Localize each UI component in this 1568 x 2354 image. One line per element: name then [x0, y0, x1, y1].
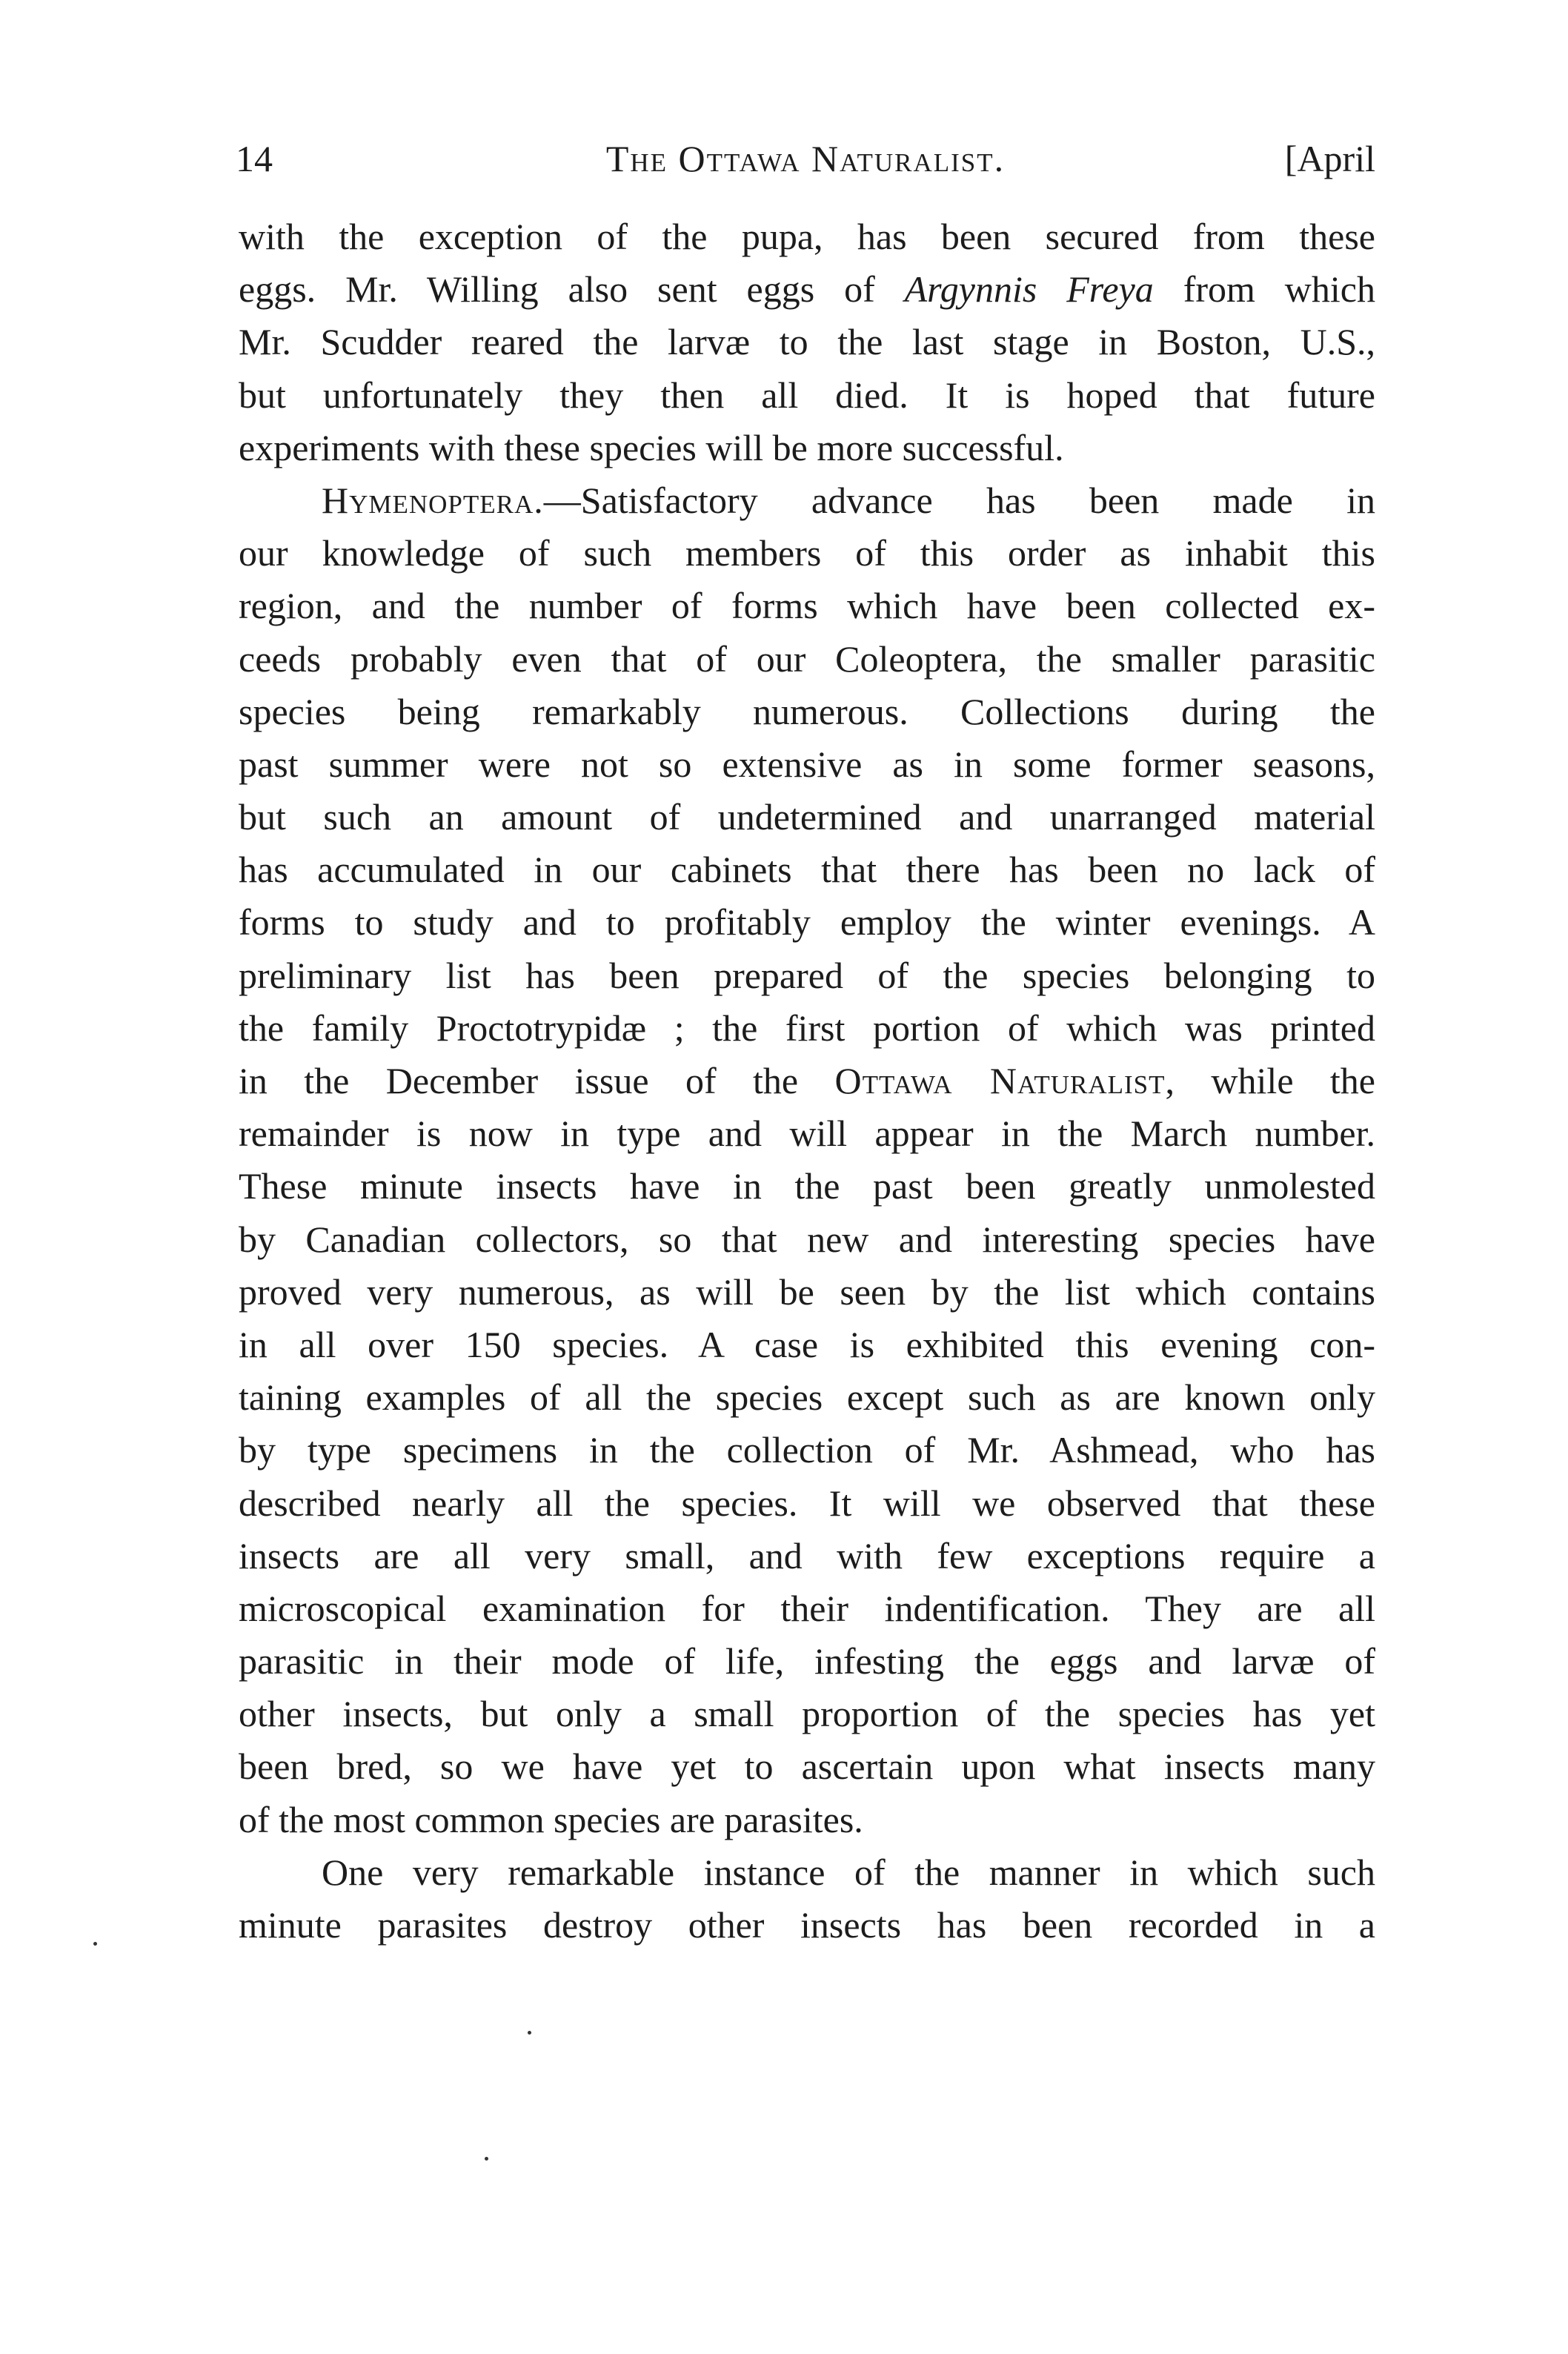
text-line: species being remarkably numerous. Collections during the [239, 690, 1375, 732]
body-text [239, 210, 1375, 1952]
text-line: in all over 150 species. A case is exhibited this evening con- [239, 1323, 1375, 1365]
journal-name: Ottawa Naturalist [834, 1060, 1166, 1101]
text-line: parasitic in their mode of life, infesting the eggs and larvæ of [239, 1640, 1375, 1682]
text-line: of the most common species are parasites. [239, 1798, 863, 1840]
text-line: One very remarkable instance of the manner in which such [322, 1851, 1375, 1893]
text-line: other insects, but only a small proportion of the species has yet [239, 1693, 1375, 1735]
text-line [239, 474, 1375, 527]
text-line: by Canadian collectors, so that new and interesting species have [239, 1218, 1375, 1260]
text-line: remainder is now in type and will appear in the March number. [239, 1113, 1375, 1155]
text-line: region, and the number of forms which have been collected ex- [239, 585, 1375, 627]
text-line: past summer were not so extensive as in some former seasons, [239, 743, 1375, 785]
line-text: eggs. Mr. Willing also sent eggs of [239, 268, 905, 311]
text-line: These minute insects have in the past been greatly unmolested [239, 1165, 1375, 1207]
text-line [239, 263, 1375, 316]
text-line: proved very numerous, as will be seen by the list which contains [239, 1270, 1375, 1313]
text-line: ceeds probably even that of our Coleoptera, the smaller parasitic [239, 637, 1375, 680]
text-line: has accumulated in our cabinets that there has been no lack of [239, 849, 1375, 891]
stray-dot [93, 1942, 97, 1946]
section-heading: Hymenoptera. [322, 479, 544, 521]
running-head [236, 129, 1375, 188]
text-line: by type specimens in the collection of Mr. Ashmead, who has [239, 1429, 1375, 1471]
line-text: —Satisfactory advance has been made in [543, 479, 1375, 521]
text-line [239, 1055, 1375, 1107]
line-text: from which [1153, 268, 1375, 311]
line-text: , while the [1165, 1060, 1375, 1101]
text-line: the family Proctotrypidæ ; the first portion of which was printed [239, 1007, 1375, 1049]
text-line: forms to study and to profitably employ the winter evenings. A [239, 901, 1375, 944]
stray-dot [528, 2031, 531, 2035]
issue-month: [April [1284, 138, 1375, 179]
text-line: but such an amount of undetermined and unarranged material [239, 796, 1375, 838]
text-line: minute parasites destroy other insects has been recorded in a [239, 1904, 1375, 1946]
text-line: insects are all very small, and with few exceptions require a [239, 1534, 1375, 1576]
page-number: 14 [236, 138, 273, 179]
text-line: been bred, so we have yet to ascertain upon what insects many [239, 1745, 1375, 1788]
species-name: Argynnis Freya [904, 268, 1154, 311]
text-line: preliminary list has been prepared of the species belonging to [239, 954, 1375, 996]
text-line: our knowledge of such members of this order as inhabit this [239, 532, 1375, 574]
text-line: described nearly all the species. It will we observed that these [239, 1482, 1375, 1524]
text-line: microscopical examination for their indentification. They are all [239, 1587, 1375, 1629]
line-text: in the December issue of the [239, 1060, 835, 1101]
text-line: taining examples of all the species except such as are known only [239, 1376, 1375, 1419]
text-line: Mr. Scudder reared the larvæ to the last stage in Boston, U.S., [239, 321, 1375, 363]
stray-dot [485, 2157, 488, 2161]
text-line: but unfortunately they then all died. It is hoped that future [239, 374, 1375, 416]
text-line: with the exception of the pupa, has been secured from these [239, 216, 1375, 257]
text-line: experiments with these species will be more successful. [239, 426, 1064, 468]
journal-title: The Ottawa Naturalist. [605, 138, 1006, 179]
